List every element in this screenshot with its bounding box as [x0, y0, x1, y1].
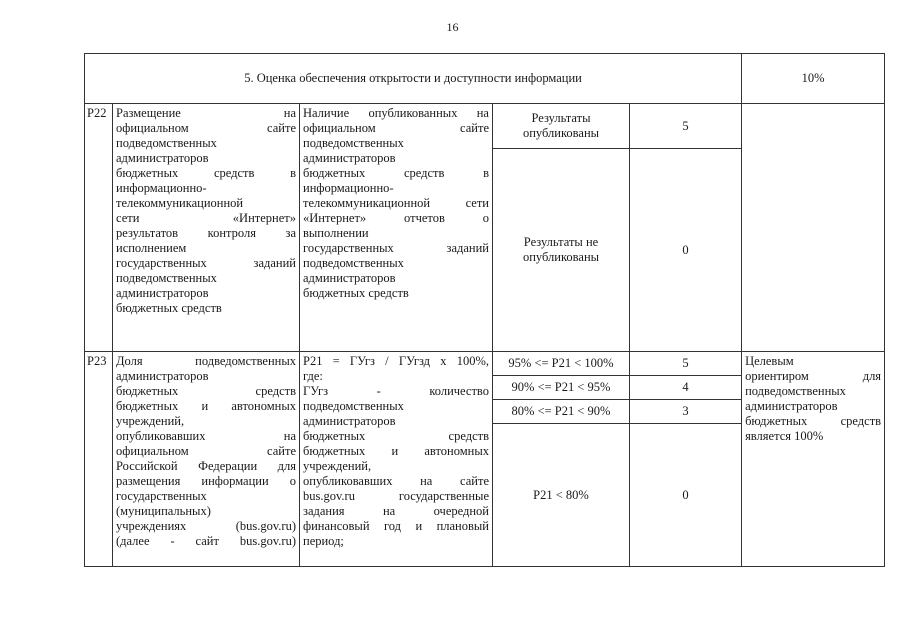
text-line: администраторов	[116, 286, 209, 300]
section-header-row	[85, 54, 885, 104]
text-line: Р21 = ГУгз / ГУгзд х 100%,	[303, 354, 489, 368]
text-line: сети «Интернет»	[116, 211, 296, 225]
text-line: учреждений,	[303, 459, 372, 473]
evaluation-table	[84, 53, 885, 567]
indicator-formula	[300, 352, 493, 567]
condition-score: 5	[630, 104, 742, 149]
text-line: бюджетных средств	[745, 414, 882, 428]
text-line: администраторов	[745, 399, 838, 413]
text-line: исполнением	[116, 241, 187, 255]
text-line: подведомственных	[116, 136, 217, 150]
text-line: Размещение на	[116, 106, 296, 120]
indicator-formula	[300, 104, 493, 352]
text-line: государственных заданий	[303, 241, 489, 255]
text-line: официальном сайте	[303, 121, 489, 135]
text-line: Российской Федерации для	[116, 459, 296, 473]
indicator-note	[742, 352, 885, 567]
text-line: официальном сайте	[116, 121, 296, 135]
text-line: где:	[303, 369, 323, 383]
text-line: информационно-	[303, 181, 394, 195]
text-line: Наличие опубликованных на	[303, 106, 489, 120]
indicator-code: Р23	[85, 352, 113, 567]
table-row-p22	[85, 104, 885, 149]
text-line: период;	[303, 534, 344, 548]
text-line: бюджетных средств	[303, 286, 409, 300]
text-line: является 100%	[745, 429, 824, 443]
text-line: «Интернет» отчетов о	[303, 211, 489, 225]
text-line: Доля подведомственных	[116, 354, 296, 368]
indicator-code: Р22	[85, 104, 113, 352]
text-line: телекоммуникационной	[116, 196, 244, 210]
text-line: задания на очередной	[303, 504, 489, 518]
indicator-note	[742, 104, 885, 352]
condition-label: 90% <= Р21 < 95%	[493, 376, 630, 400]
text-line: администраторов	[303, 151, 396, 165]
text-line: учреждений,	[116, 414, 185, 428]
table-row-p23	[85, 352, 885, 376]
text-line: результатов контроля за	[116, 226, 296, 240]
text-line: финансовый год и плановый	[303, 519, 489, 533]
text-line: опубликовавших на	[116, 429, 296, 443]
text-line: опубликовавших на сайте	[303, 474, 489, 488]
text-line: государственных заданий	[116, 256, 296, 270]
text-line: бюджетных и автономных	[116, 399, 296, 413]
text-line: бюджетных и автономных	[303, 444, 489, 458]
text-line: бюджетных средств в	[116, 166, 296, 180]
text-line: подведомственных	[745, 384, 846, 398]
text-line: подведомственных	[303, 399, 404, 413]
text-line: Целевым	[745, 354, 794, 368]
condition-score: 3	[630, 400, 742, 424]
condition-label: Результаты не опубликованы	[493, 149, 630, 352]
condition-score: 5	[630, 352, 742, 376]
condition-score: 0	[630, 149, 742, 352]
text-line: выполнении	[303, 226, 369, 240]
text-line: (далее - сайт bus.gov.ru)	[116, 534, 296, 548]
text-line: информационно-	[116, 181, 207, 195]
text-line: администраторов	[116, 369, 209, 383]
condition-label: 80% <= Р21 < 90%	[493, 400, 630, 424]
text-line: администраторов	[303, 414, 396, 428]
text-line: ориентиром для	[745, 369, 882, 383]
text-line: официальном сайте	[116, 444, 296, 458]
condition-score: 4	[630, 376, 742, 400]
text-line: администраторов	[303, 271, 396, 285]
text-line: бюджетных средств	[116, 384, 296, 398]
text-line: государственных	[116, 489, 207, 503]
text-line: (муниципальных)	[116, 504, 211, 518]
indicator-name	[113, 352, 300, 567]
text-line: подведомственных	[303, 136, 404, 150]
section-title: 5. Оценка обеспечения открытости и доступности информации	[85, 54, 742, 104]
text-line: подведомственных	[303, 256, 404, 270]
condition-label: Результаты опубликованы	[493, 104, 630, 149]
condition-label: 95% <= Р21 < 100%	[493, 352, 630, 376]
page-number: 16	[446, 20, 459, 34]
text-line: подведомственных	[116, 271, 217, 285]
condition-label: Р21 < 80%	[493, 424, 630, 567]
text-line: телекоммуникационной сети	[303, 196, 489, 210]
indicator-name	[113, 104, 300, 352]
condition-score: 0	[630, 424, 742, 567]
text-line: учреждениях (bus.gov.ru)	[116, 519, 296, 533]
text-line: ГУгз - количество	[303, 384, 489, 398]
text-line: бюджетных средств в	[303, 166, 489, 180]
text-line: администраторов	[116, 151, 209, 165]
section-weight: 10%	[742, 54, 885, 104]
text-line: bus.gov.ru государственные	[303, 489, 489, 503]
text-line: размещения информации о	[116, 474, 296, 488]
text-line: бюджетных средств	[116, 301, 222, 315]
text-line: бюджетных средств	[303, 429, 489, 443]
